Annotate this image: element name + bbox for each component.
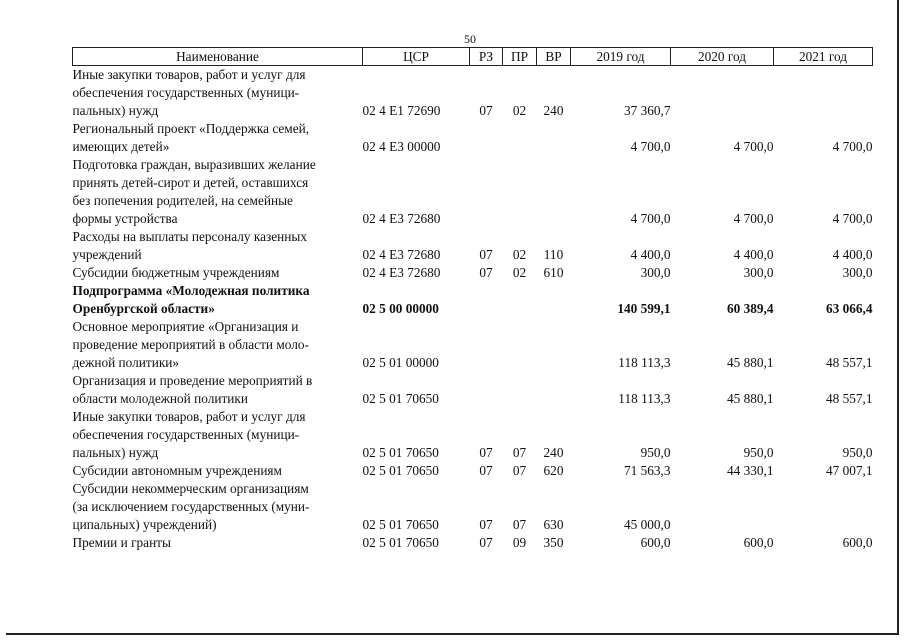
cell-2021: 4 700,0: [832, 211, 873, 226]
cell-name: [73, 66, 363, 121]
cell-csr: 02 5 01 70650: [362, 517, 439, 532]
table-row: [73, 462, 873, 480]
name-line: формы устройства: [72, 211, 178, 226]
cell-rz: 07: [479, 265, 493, 280]
cell-rz: 07: [479, 463, 493, 478]
name-line: имеющих детей»: [72, 139, 170, 154]
cell-2021: 47 007,1: [825, 463, 873, 478]
cell-2021: 63 066,4: [825, 301, 873, 316]
cell-2020: [671, 66, 774, 121]
cell-2021: [774, 480, 873, 534]
cell-2021: [774, 66, 873, 121]
cell-2019: 118 113,3: [618, 355, 671, 370]
name-line: обеспечения государственных (муници-: [72, 85, 300, 100]
name-line: дежной политики»: [72, 355, 180, 370]
cell-vr: [537, 282, 571, 318]
cell-vr: [537, 372, 571, 408]
cell-2020: 45 880,1: [726, 355, 774, 370]
cell-2020: 4 700,0: [733, 139, 774, 154]
cell-2021: 48 557,1: [825, 355, 873, 370]
name-line: Субсидии некоммерческим организациям: [72, 481, 309, 496]
cell-csr: 02 4 E3 72680: [362, 211, 441, 226]
cell-pr: 02: [512, 103, 527, 118]
cell-rz: 07: [479, 103, 493, 118]
name-line: области молодежной политики: [72, 391, 248, 406]
name-line: Субсидии бюджетным учреждениям: [72, 265, 280, 280]
column-header-2021: 2021 год: [774, 48, 873, 66]
cell-csr: 02 5 01 00000: [362, 355, 439, 370]
cell-2020: 600,0: [743, 535, 774, 550]
cell-2021: 48 557,1: [825, 391, 873, 406]
name-line: Основное мероприятие «Организация и: [72, 319, 299, 334]
name-line: Субсидии автономным учреждениям: [72, 463, 282, 478]
cell-2021: 4 700,0: [832, 139, 873, 154]
cell-rz: [470, 156, 503, 228]
cell-name: [73, 156, 363, 228]
cell-csr: 02 4 E3 72680: [362, 265, 441, 280]
cell-csr: 02 5 01 70650: [362, 535, 439, 550]
table-row: [73, 264, 873, 282]
table-row: [73, 318, 873, 372]
table-body: [73, 66, 873, 553]
cell-rz: 07: [479, 247, 493, 262]
cell-2019: 600,0: [640, 535, 671, 550]
name-line: Премии и гранты: [72, 535, 171, 550]
cell-pr: [503, 372, 537, 408]
cell-rz: [470, 120, 503, 156]
cell-rz: [470, 282, 503, 318]
cell-name: [73, 408, 363, 462]
cell-vr: [537, 156, 571, 228]
name-line: пальных) нужд: [72, 445, 159, 460]
column-header-vr: ВР: [537, 48, 571, 66]
cell-name: [73, 228, 363, 264]
cell-2020: 60 389,4: [726, 301, 774, 316]
cell-rz: 07: [479, 445, 493, 460]
page-number: 50: [464, 32, 476, 46]
budget-table: [72, 47, 873, 552]
table-row: [73, 228, 873, 264]
column-header-name: Наименование: [73, 48, 363, 66]
cell-2019: 950,0: [640, 445, 671, 460]
column-header-2019: 2019 год: [571, 48, 671, 66]
cell-2021: 600,0: [842, 535, 873, 550]
cell-pr: [503, 120, 537, 156]
name-line: проведение мероприятий в области моло-: [72, 337, 309, 352]
cell-name: [73, 534, 363, 552]
table-row: [73, 480, 873, 534]
cell-name: [73, 318, 363, 372]
cell-csr: 02 5 01 70650: [362, 445, 439, 460]
cell-name: [73, 480, 363, 534]
name-line: без попечения родителей, на семейные: [72, 193, 293, 208]
cell-2020: 45 880,1: [726, 391, 774, 406]
cell-name: [73, 372, 363, 408]
name-line: Организация и проведение мероприятий в: [72, 373, 313, 388]
cell-csr: 02 5 01 70650: [362, 463, 439, 478]
cell-rz: 07: [479, 535, 493, 550]
table-row: [73, 120, 873, 156]
cell-rz: 07: [479, 517, 493, 532]
cell-2020: 4 400,0: [733, 247, 774, 262]
cell-name: [73, 462, 363, 480]
cell-2021: 4 400,0: [832, 247, 873, 262]
table-header-row: [73, 48, 873, 66]
cell-2020: 300,0: [743, 265, 774, 280]
cell-vr: 350: [543, 535, 564, 550]
name-line: пальных) нужд: [72, 103, 159, 118]
cell-2021: 300,0: [842, 265, 873, 280]
cell-pr: 07: [512, 517, 527, 532]
cell-2019: 37 360,7: [623, 103, 671, 118]
cell-2020: 950,0: [743, 445, 774, 460]
cell-2019: 300,0: [640, 265, 671, 280]
cell-csr: 02 4 E3 00000: [362, 139, 441, 154]
cell-vr: 610: [543, 265, 564, 280]
cell-pr: 07: [512, 445, 527, 460]
cell-name: [73, 282, 363, 318]
name-line: ципальных) учреждений): [72, 517, 217, 532]
cell-2019: 45 000,0: [623, 517, 671, 532]
name-line: обеспечения государственных (муници-: [72, 427, 300, 442]
cell-2019: 118 113,3: [618, 391, 671, 406]
cell-2021: 950,0: [842, 445, 873, 460]
cell-2020: 4 700,0: [733, 211, 774, 226]
cell-2019: 4 700,0: [630, 211, 671, 226]
name-line: Оренбургской области»: [72, 301, 215, 316]
cell-2020: 44 330,1: [726, 463, 774, 478]
cell-rz: [470, 372, 503, 408]
cell-csr: 02 4 E1 72690: [362, 103, 441, 118]
cell-2019: 4 400,0: [630, 247, 671, 262]
cell-vr: 110: [543, 247, 564, 262]
column-header-rz: РЗ: [470, 48, 503, 66]
cell-rz: [470, 318, 503, 372]
cell-2019: 140 599,1: [617, 301, 671, 316]
cell-csr: 02 4 E3 72680: [362, 247, 441, 262]
name-line: (за исключением государственных (муни-: [72, 499, 310, 514]
cell-pr: [503, 318, 537, 372]
cell-pr: [503, 156, 537, 228]
cell-vr: [537, 120, 571, 156]
name-line: Иные закупки товаров, работ и услуг для: [72, 409, 306, 424]
table-row: [73, 372, 873, 408]
table-row: [73, 66, 873, 121]
table-row: [73, 156, 873, 228]
cell-vr: 240: [543, 445, 564, 460]
name-line: Иные закупки товаров, работ и услуг для: [72, 67, 306, 82]
cell-2020: [671, 480, 774, 534]
column-header-pr: ПР: [503, 48, 537, 66]
name-line: учреждений: [72, 247, 142, 262]
cell-vr: 630: [543, 517, 564, 532]
cell-pr: 02: [512, 265, 527, 280]
cell-pr: 07: [512, 463, 527, 478]
name-line: Расходы на выплаты персоналу казенных: [72, 229, 307, 244]
cell-2019: 4 700,0: [630, 139, 671, 154]
cell-vr: 620: [543, 463, 564, 478]
column-header-2020: 2020 год: [671, 48, 774, 66]
cell-pr: 02: [512, 247, 527, 262]
cell-name: [73, 120, 363, 156]
cell-2019: 71 563,3: [623, 463, 671, 478]
name-line: Региональный проект «Поддержка семей,: [72, 121, 310, 136]
cell-csr: 02 5 01 70650: [362, 391, 439, 406]
cell-pr: 09: [512, 535, 527, 550]
cell-vr: [537, 318, 571, 372]
cell-pr: [503, 282, 537, 318]
table-row: [73, 534, 873, 552]
cell-vr: 240: [543, 103, 564, 118]
table-row: [73, 408, 873, 462]
name-line: Подпрограмма «Молодежная политика: [72, 283, 310, 298]
name-line: Подготовка граждан, выразивших желание: [72, 157, 316, 172]
name-line: принять детей-сирот и детей, оставшихся: [72, 175, 309, 190]
cell-csr: 02 5 00 00000: [362, 301, 439, 316]
column-header-csr: ЦСР: [363, 48, 470, 66]
cell-name: [73, 264, 363, 282]
table-row: [73, 282, 873, 318]
